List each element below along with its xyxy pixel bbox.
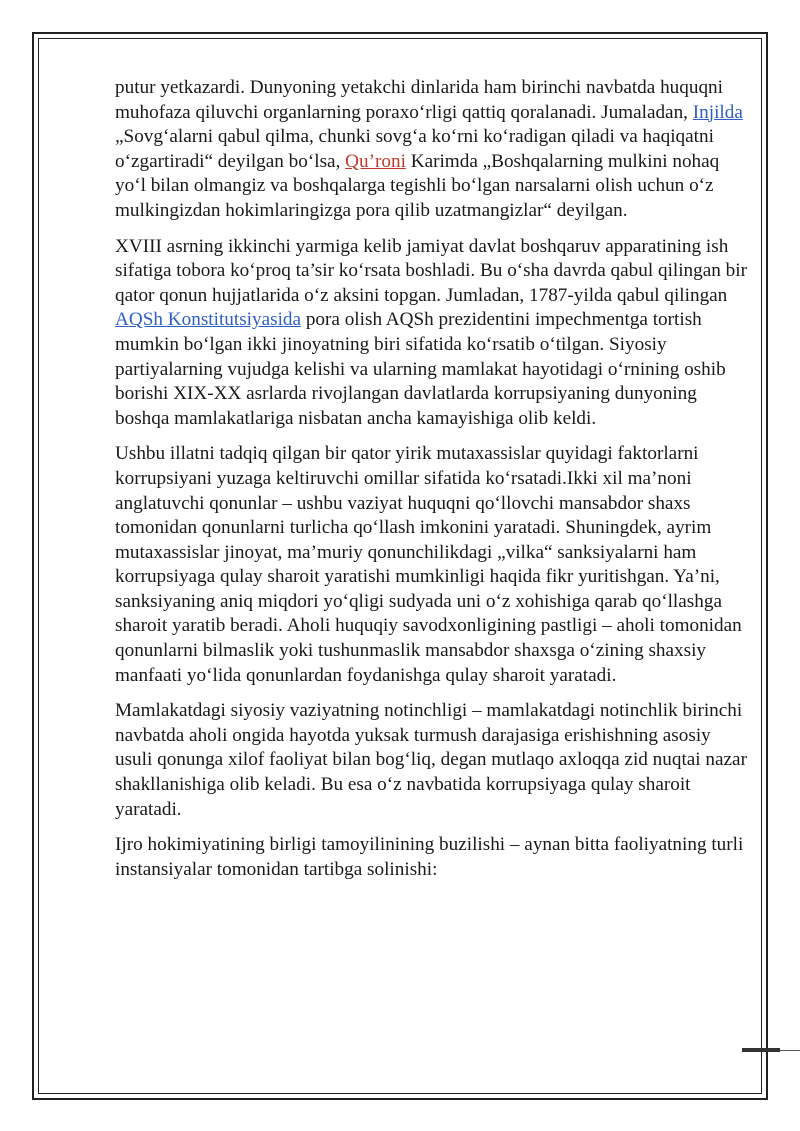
paragraph-2-text-a: XVIII asrning ikkinchi yarmiga kelib jamiyat davlat boshqaruv apparatining ish sifatiga tobora ko‘proq ta’sir ko‘rsata boshladi. Bu o‘sha davrda qabul qilingan bir qator qonun hujjatlarida o‘z aksini topgan. Jumladan, 1787-yilda qabul qilingan <box>115 235 747 306</box>
paragraph-2-text-b: pora olish AQSh prezidentini impechmentga tortish mumkin bo‘lgan ikki jinoyatning biri sifatida ko‘rsatib o‘tilgan. Siyosiy partiyalarning vujudga kelishi va ularning mamlakat hayotidagi o‘rnining oshib borishi XIX-XX asrlarda rivojlangan davlatlarda korrupsiyaning dunyoning boshqa mamlakatlariga nisbatan ancha kamayishiga olib keldi. <box>115 309 726 429</box>
paragraph-1-text-c: Karimda „Boshqalarning mulkini nohaq yo‘l bilan olmangiz va boshqalarga tegishli bo‘lgan narsalarni olish uchun o‘z mulkingizdan hokimlaringizga pora qilib uzatmangizlar“ deyilgan. <box>115 150 720 221</box>
aqsh-konstitutsiya-link[interactable]: AQSh Konstitutsiyasida <box>115 309 302 331</box>
page-corner-line <box>780 1050 800 1051</box>
page-corner-mark <box>742 1048 780 1052</box>
injil-link[interactable]: Injilda <box>692 101 743 123</box>
paragraph-5: Ijro hokimiyatining birligi tamoyilinining buzilishi – aynan bitta faoliyatning turli instansiyalar tomonidan tartibga solinishi: <box>115 834 744 880</box>
quron-link[interactable]: Qu’roni <box>345 150 406 172</box>
document-body <box>115 76 750 893</box>
paragraph-1 <box>115 76 750 224</box>
paragraph-1-text-b: „Sovg‘alarni qabul qilma, chunki sovg‘a ko‘rni ko‘radigan qiladi va haqiqatni o‘zgartiradi“ deyilgan bo‘lsa, <box>115 126 714 172</box>
paragraph-4: Mamlakatdagi siyosiy vaziyatning notinchligi – mamlakatdagi notinchlik birinchi navbatda aholi ongida hayotda yuksak turmush darajasiga erishishning asosiy usuli qonunga xilof faoliyat bilan bog‘liq, degan mutlaqo axloqqa zid nuqtai nazar shakllanishiga olib keladi. Bu esa o‘z navbatida korrupsiyaga qulay sharoit yaratadi. <box>115 700 747 820</box>
paragraph-2 <box>115 235 750 432</box>
paragraph-3: Ushbu illatni tadqiq qilgan bir qator yirik mutaxassislar quyidagi faktorlarni korrupsiyani yuzaga keltiruvchi omillar sifatida ko‘rsatadi.Ikki xil ma’noni anglatuvchi qonunlar – ushbu vaziyat huquqni qo‘llovchi mansabdor shaxs tomonidan qonunlarni turlicha qo‘llash imkonini yaratadi. Shuningdek, ayrim mutaxassislar jinoyat, ma’muriy qonunchilikdagi „vilka“ sanksiyalarni ham korrupsiyaga qulay sharoit yaratishi mumkinligi haqida fikr yuritishgan. Ya’ni, sanksiyaning aniq miqdori yo‘qligi sudyada uni o‘z xohishiga qarab qo‘llashga sharoit yaratib beradi. Aholi huquqiy savodxonligining pastligi – aholi tomonidan qonunlarni bilmaslik yoki tushunmaslik mansabdor shaxsga o‘zining shaxsiy manfaati yo‘lida qonunlardan foydanishga qulay sharoit yaratadi. <box>115 443 742 686</box>
paragraph-1-text-a: putur yetkazardi. Dunyoning yetakchi dinlarida ham birinchi navbatda huquqni muhofaza qiluvchi organlarning poraxo‘rligi qattiq qoralanadi. Jumaladan, <box>115 77 723 123</box>
